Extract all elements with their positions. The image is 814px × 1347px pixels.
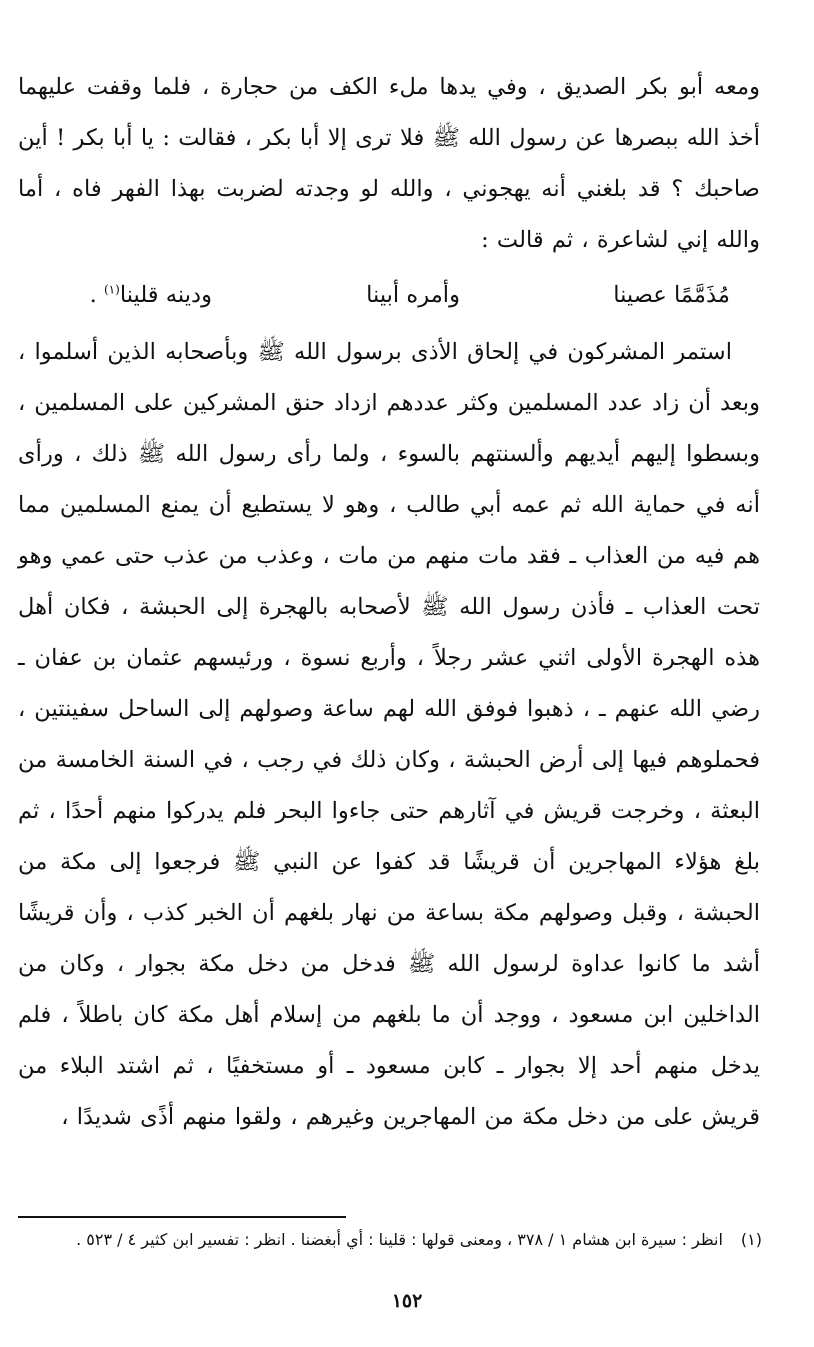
poem-verse <box>18 266 760 327</box>
footnote-number: (١) <box>740 1230 762 1249</box>
verse-hemistich-2: وأمره أبينا <box>366 282 460 308</box>
verse-hemistich-3-group <box>90 270 212 321</box>
paragraph-main: استمر المشركون في إلحاق الأذى برسول الله ﷺ وبأصحابه الذين أسلموا ، وبعد أن زاد عدد المسلمين وكثر عددهم ازداد حنق المشركين على المسلمين ، وبسطوا إليهم أيديهم وألسنتهم بالسوء ، ولما رأى رسول الله ﷺ ذلك ، ورأى أنه في حماية الله ثم عمه أبي طالب ، وهو لا يستطيع أن يمنع المسلمين مما هم فيه من العذاب ـ فقد مات منهم من مات ، وعذب من عذب حتى عمي وهو تحت العذاب ـ فأذن رسول الله ﷺ لأصحابه بالهجرة إلى الحبشة ، فكان أهل هذه الهجرة الأولى اثني عشر رجلاً ، وأربع نسوة ، ورئيسهم عثمان بن عفان ـ رضي الله عنهم ـ ، ذهبوا فوفق الله لهم ساعة وصولهم إلى الساحل سفينتين ، فحملوهم فيها إلى أرض الحبشة ، وكان ذلك في رجب ، في السنة الخامسة من البعثة ، وخرجت قريش في آثارهم حتى جاءوا البحر فلم يدركوا منهم أحدًا ، ثم بلغ هؤلاء المهاجرين أن قريشًا قد كفوا عن النبي ﷺ فرجعوا إلى مكة من الحبشة ، وقبل وصولهم مكة بساعة من نهار بلغهم أن الخبر كذب ، وأن قريشًا أشد ما كانوا عداوة لرسول الله ﷺ فدخل من دخل مكة بجوار ، وكان من الداخلين ابن مسعود ، ووجد أن ما بلغهم من إسلام أهل مكة كان باطلاً ، فلم يدخل منهم أحد إلا بجوار ـ كابن مسعود ـ أو مستخفيًا ، ثم اشتد البلاء من قريش على من دخل مكة من المهاجرين وغيرهم ، ولقوا منهم أذًى شديدًا ، <box>18 339 760 1130</box>
footnote <box>30 1228 762 1252</box>
paragraph-intro: ومعه أبو بكر الصديق ، وفي يدها ملء الكف من حجارة ، فلما وقفت عليهما أخذ الله ببصرها عن رسول الله ﷺ فلا ترى إلا أبا بكر ، فقالت : يا أبا بكر ! أين صاحبك ؟ قد بلغني أنه يهجوني ، والله لو وجدته لضربت بهذا الفهر فاه ، أما والله إني لشاعرة ، ثم قالت : <box>18 74 760 253</box>
page-body <box>18 62 760 1130</box>
page-number: ١٥٢ <box>391 1290 423 1312</box>
verse-hemistich-3: ودينه قلينا <box>119 282 212 308</box>
verse-hemistich-1: مُذَمَّمًا عصينا <box>613 282 730 308</box>
footnote-text: انظر : سيرة ابن هشام ١ / ٣٧٨ ، ومعنى قولها : قلينا : أي أبغضنا . انظر : تفسير ابن كثير ٤ / ٥٢٣ . <box>76 1230 723 1249</box>
verse-end-mark: . <box>89 282 104 308</box>
footnote-reference[interactable]: (١) <box>103 282 120 297</box>
footnote-separator <box>18 1216 346 1218</box>
